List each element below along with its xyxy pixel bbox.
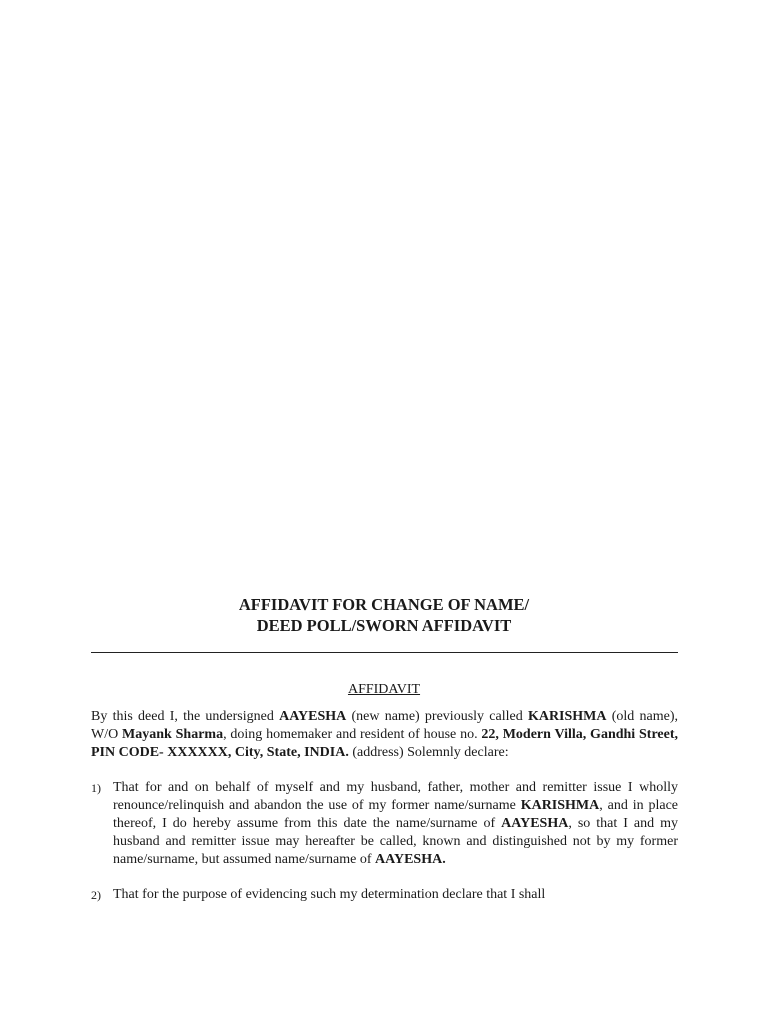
item-1-old-name: KARISHMA <box>520 798 600 813</box>
title-line-2: DEED POLL/SWORN AFFIDAVIT <box>256 616 512 635</box>
affidavit-heading: AFFIDAVIT <box>347 682 421 697</box>
intro-text-4: , doing homemaker and resident of house no. <box>223 727 482 742</box>
horizontal-rule <box>91 652 678 653</box>
item-1-text-1: That for and on behalf of myself and my husband, father, mother and remitter issue I wholly renounce/relinquish and abandon the use of my former name/surname <box>113 780 678 813</box>
item-number: 1) <box>91 781 101 795</box>
section-heading <box>0 680 768 700</box>
intro-paragraph <box>91 708 678 762</box>
intro-text-5: (address) Solemnly declare: <box>348 745 509 760</box>
new-name: AAYESHA <box>279 709 347 724</box>
item-1-new-name: AAYESHA <box>501 816 569 831</box>
title-line-1: AFFIDAVIT FOR CHANGE OF NAME/ <box>238 595 530 614</box>
intro-text-1: By this deed I, the undersigned <box>91 709 280 724</box>
intro-text-3: (old name), W/O <box>91 709 678 742</box>
list-item <box>91 779 678 869</box>
item-number: 2) <box>91 888 101 902</box>
husband-name: Mayank Sharma <box>122 727 224 742</box>
item-1-new-name-end: AAYESHA. <box>375 852 446 867</box>
document-title <box>0 594 768 636</box>
address: 22, Modern Villa, Gandhi Street, PIN CODE- XXXXXX, City, State, INDIA. <box>91 727 679 760</box>
item-text: That for the purpose of evidencing such my determination declare that I shall <box>113 887 546 902</box>
item-1-text-3: , so that I and my husband and remitter issue may hereafter be called, known and distinguished not by my former name/surname, but assumed name/surname of <box>113 816 678 867</box>
old-name: KARISHMA <box>527 709 607 724</box>
list-item <box>91 886 678 904</box>
item-1-text-2: , and in place thereof, I do hereby assume from this date the name/surname of <box>113 798 678 831</box>
intro-text-2: (new name) previously called <box>346 709 528 724</box>
item-text <box>113 779 678 869</box>
